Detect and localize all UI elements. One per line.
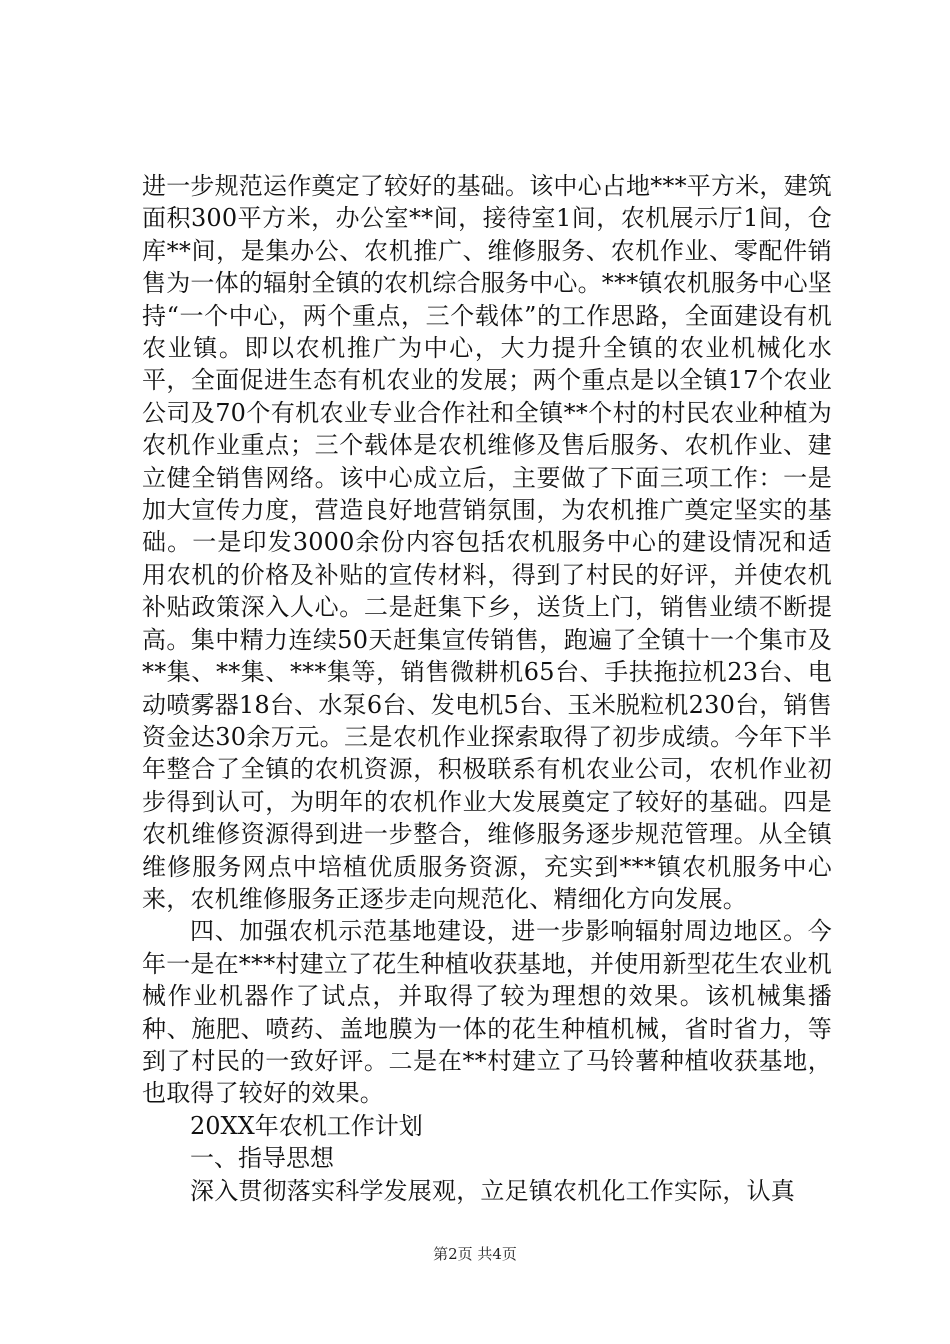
page-number-footer: 第2页 共4页 bbox=[433, 1245, 517, 1263]
section-heading: 一、指导思想 bbox=[190, 1144, 334, 1173]
paragraph-demo-base: 四、加强农机示范基地建设，进一步影响辐射周边地区。今年一是在***村建立了花生种植收获基地，并使用新型花生农业机械作业机器作了试点，并取得了较为理想的效果。该机械集播种、施肥、喷药、盖地膜为一体的花生种植机械，省时省力，等到了村民的一致好评。二是在**村建立了马铃薯种植收获基地，也取得了较好的效果。 bbox=[142, 917, 832, 1108]
paragraph-guiding-thought: 深入贯彻落实科学发展观，立足镇农机化工作实际，认真 bbox=[190, 1176, 795, 1205]
paragraph-service-center: 进一步规范运作奠定了较好的基础。该中心占地***平方米，建筑面积300平方米，办公室**间，接待室1间，农机展示厅1间，仓库**间，是集办公、农机推广、维修服务、农机作业、零配件销售为一体的辐射全镇的农机综合服务中心。***镇农机服务中心坚持“一个中心，两个重点，三个载体”的工作思路，全面建设有机农业镇。即以农机推广为中心，大力提升全镇的农业机械化水平，全面促进生态有机农业的发展；两个重点是以全镇17个农业公司及70个有机农业专业合作社和全镇**个村的村民农业种植为农机作业重点；三个载体是农机维修及售后服务、农机作业、建立健全销售网络。该中心成立后，主要做了下面三项工作：一是加大宣传力度，营造良好地营销氛围，为农机推广奠定坚实的基础。一是印发3000余份内容包括农机服务中心的建设情况和适用农机的价格及补贴的宣传材料，得到了村民的好评，并使农机补贴政策深入人心。二是赶集下乡，送货上门，销售业绩不断提高。集中精力连续50天赶集宣传销售，跑遍了全镇十一个集市及**集、**集、***集等，销售微耕机65台、手扶拖拉机23台、电动喷雾器18台、水泵6台、发电机5台、玉米脱粒机230台，销售资金达30余万元。三是农机作业探索取得了初步成绩。今年下半年整合了全镇的农机资源，积极联系有机农业公司，农机作业初步得到认可，为明年的农机作业大发展奠定了较好的基础。四是农机维修资源得到进一步整合，维修服务逐步规范管理。从全镇维修服务网点中培植优质服务资源，充实到***镇农机服务中心来，农机维修服务正逐步走向规范化、精细化方向发展。 bbox=[142, 172, 832, 913]
plan-title: 20XX年农机工作计划 bbox=[190, 1111, 423, 1140]
document-body bbox=[142, 170, 832, 1207]
